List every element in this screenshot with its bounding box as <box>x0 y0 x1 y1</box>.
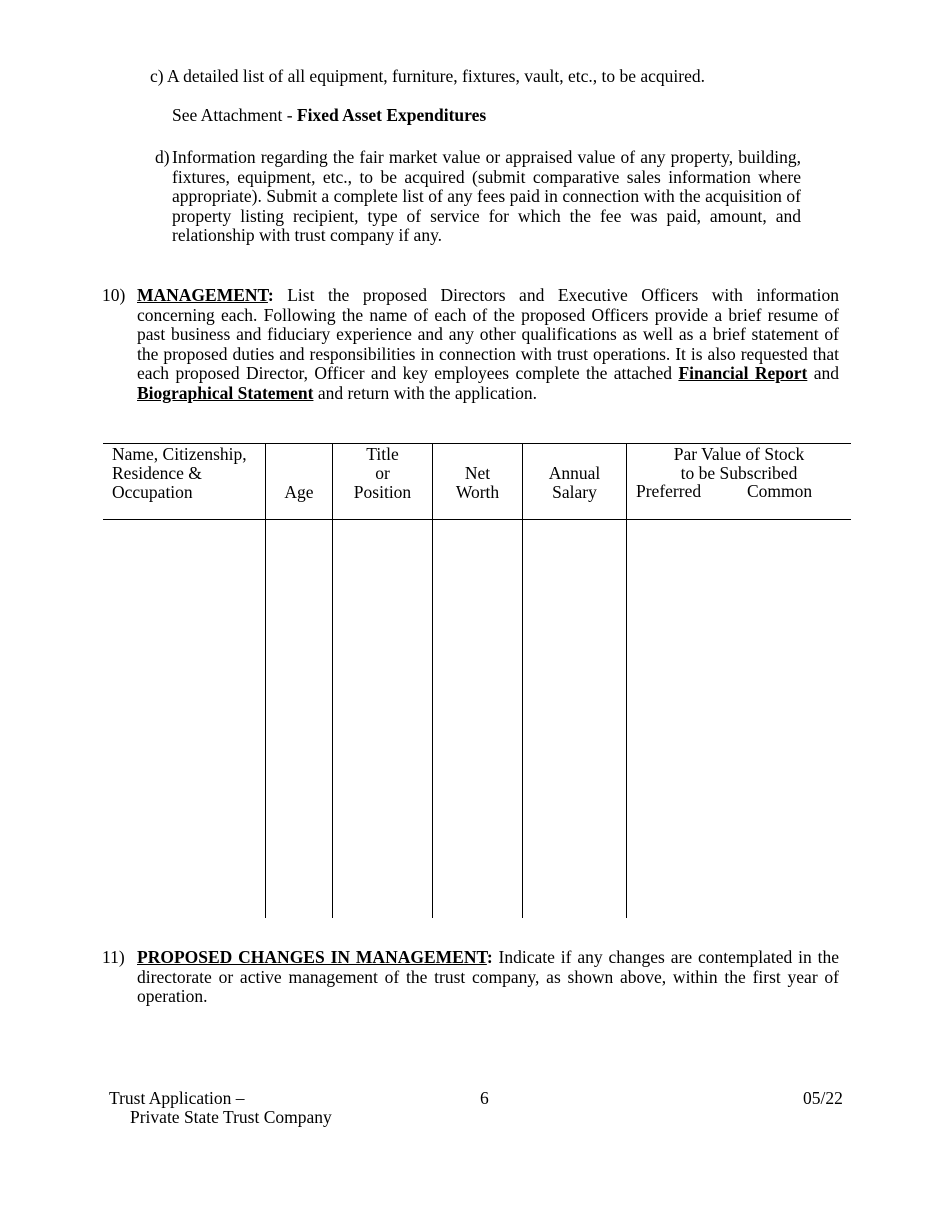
table-col-divider-3 <box>432 443 433 918</box>
header-salary-line-1: Annual <box>548 463 601 483</box>
item-c-text: A detailed list of all equipment, furniture, fixtures, vault, etc., to be acquired. <box>167 66 705 86</box>
section-10-and: and <box>807 363 839 383</box>
header-net-worth <box>433 464 522 502</box>
header-title <box>333 445 432 502</box>
footer-left-line-1: Trust Application – <box>109 1088 245 1108</box>
header-preferred: Preferred <box>636 481 702 501</box>
table-col-divider-5 <box>626 443 627 918</box>
header-par-value-line-2: to be Subscribed <box>680 463 798 483</box>
header-net-worth-line-1: Net <box>464 463 491 483</box>
section-11-body <box>137 948 839 1007</box>
biographical-statement-link[interactable]: Biographical Statement <box>137 382 314 403</box>
item-c-label: c) <box>150 66 164 86</box>
footer-page-number: 6 <box>480 1088 489 1108</box>
header-age: Age <box>284 482 314 502</box>
footer-left <box>109 1089 332 1127</box>
section-10-heading: MANAGEMENT <box>137 285 268 305</box>
section-11-text: Indicate if any changes are contemplated in the directorate or active management of the trust company, as shown above, within the first year of operation. <box>137 947 840 1006</box>
section-10-colon: : <box>267 285 274 305</box>
section-11-colon: : <box>486 947 493 967</box>
section-10-body <box>137 286 839 403</box>
see-attachment-title: Fixed Asset Expenditures <box>296 105 487 125</box>
header-net-worth-line-2: Worth <box>455 482 500 502</box>
item-c <box>150 67 850 87</box>
header-name <box>112 445 247 502</box>
section-11-number: 11) <box>102 947 125 967</box>
section-10-end: and return with the application. <box>313 382 537 403</box>
header-par-value <box>627 445 851 483</box>
header-title-line-3: Position <box>353 482 412 502</box>
table-col-divider-4 <box>522 443 523 918</box>
table-col-divider-1 <box>265 443 266 918</box>
table-col-divider-2 <box>332 443 333 918</box>
section-10-number: 10) <box>102 285 126 305</box>
header-annual-salary <box>523 464 626 502</box>
header-name-line-3: Occupation <box>112 482 193 502</box>
footer-left-line-2: Private State Trust Company <box>130 1107 332 1127</box>
header-name-line-1: Name, Citizenship, <box>112 444 247 464</box>
item-d-label: d) <box>155 147 170 167</box>
header-title-line-2: or <box>375 463 390 483</box>
item-d-text: Information regarding the fair market value or appraised value of any property, building, fixtures, equipment, etc., to be acquired (submit comparative sales information where appropriate). Submit a complete list of any fees paid in connection with the acquisition of property listing recipient, type of service for which the fee was paid, amount, and relationship with trust company if any. <box>172 147 801 245</box>
header-title-line-1: Title <box>366 444 399 464</box>
section-10-text: List the proposed Directors and Executive Officers with information concerning each. Following the name of each of the proposed Officers provide a brief resume of past business and fiduciary experience and any other qualifications as well as a brief statement of the proposed duties and responsibilities in connection with trust operations. It is also requested that each proposed Director, Officer and key employees complete the attached <box>137 285 839 383</box>
see-attachment-prefix: See Attachment - <box>172 105 297 125</box>
header-salary-line-2: Salary <box>552 482 597 502</box>
header-common: Common <box>747 481 813 501</box>
section-11-heading: PROPOSED CHANGES IN MANAGEMENT <box>137 947 487 967</box>
header-name-line-2: Residence & <box>112 463 202 483</box>
financial-report-link[interactable]: Financial Report <box>678 363 808 383</box>
see-attachment <box>172 106 486 126</box>
header-par-value-line-1: Par Value of Stock <box>673 444 805 464</box>
footer-date: 05/22 <box>803 1088 843 1108</box>
table-header-border <box>103 519 851 520</box>
